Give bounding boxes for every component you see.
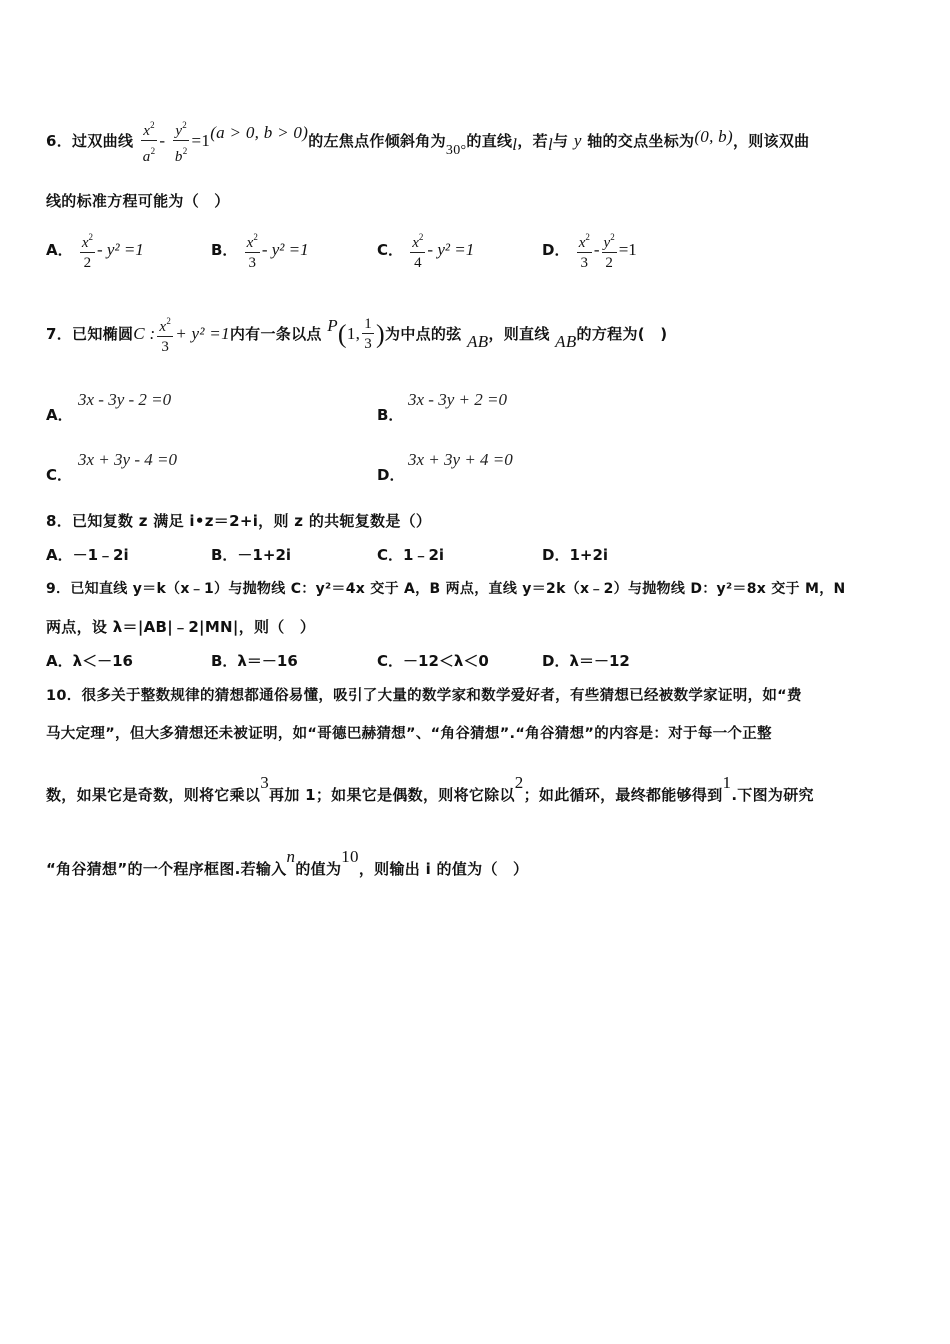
q6-condition: (a > 0, b > 0) (210, 123, 309, 142)
q10-text-4a: “角谷猜想”的一个程序框图.若输入 (46, 860, 287, 878)
q10-num-2: 2 (514, 773, 524, 792)
q6-line-l: l (512, 135, 518, 154)
q7-ellipse-rest: + y² =1 (175, 324, 230, 343)
q6-option-c-rest: - y² =1 (427, 240, 475, 259)
q10-text-3d: .下图为研究 (731, 786, 814, 804)
q6-text-4: ，若 (517, 132, 548, 150)
q6-text-6: 轴的交点坐标为 (587, 132, 695, 150)
q9-option-a[interactable]: A．λ＜－16 (46, 652, 133, 670)
q6-option-a[interactable]: A． $\frac{x^2}{2}$ - y² =1 (46, 228, 144, 273)
q10-text-3a: 数，如果它是奇数，则将它乘以 (46, 786, 261, 804)
q6-option-d[interactable]: D． $\frac{x^2}{3}$ - $\frac{y^2}{2}$ =1 (542, 228, 637, 273)
q10-text-4b: 的值为 (295, 860, 342, 878)
q6-stem-line1: 6．过双曲线 $\frac{x^2}{a^2}$ - $\frac{y^2}{b^2}$ =1(a > 0, b > 0)的左焦点作倾斜角为30°的直线l，若l与 y 轴的交点坐标为(0, b)，则该双曲 (46, 116, 809, 167)
q7-text-4: ，则直线 (488, 325, 550, 343)
q7-chord-ab-2: AB (555, 332, 577, 351)
q10-num-3: 3 (260, 773, 270, 792)
q6-option-d-rest: =1 (618, 240, 637, 259)
q7-option-a-eq: 3x - 3y - 2 =0 (78, 390, 172, 409)
q6-option-d-label: D． (542, 241, 570, 259)
q8-option-c[interactable]: C．1﹣2i (377, 546, 445, 564)
q8-option-d[interactable]: D．1+2i (542, 546, 609, 564)
q6-option-b-rest: - y² =1 (261, 240, 309, 259)
q7-option-b-label[interactable]: B． (377, 406, 404, 424)
q10-stem-line4 (46, 847, 529, 879)
q6-option-a-rest: - y² =1 (97, 240, 144, 259)
q7-point-x: 1, (346, 324, 361, 343)
q7-option-d-label[interactable]: D． (377, 466, 405, 484)
q10-var-n: n (286, 847, 296, 866)
q7-ellipse-c: C : (133, 324, 156, 343)
q6-option-c-label: C． (377, 241, 404, 259)
q6-stem-line2: 线的标准方程可能为（ ） (46, 192, 230, 210)
q6-option-b-den: 3 (248, 255, 256, 271)
q10-stem-line3 (46, 773, 814, 805)
q6-text-7: ，则该双曲 (732, 132, 810, 150)
q7-number: 7． (46, 325, 73, 343)
q6-option-a-label: A． (46, 241, 73, 259)
q6-option-a-den: 2 (83, 255, 92, 271)
q10-num-1: 1 (722, 773, 732, 792)
q10-text-3b: 再加 1；如果它是偶数，则将它除以 (269, 786, 515, 804)
q6-y-axis: y (573, 131, 582, 150)
q6-option-b-label: B． (211, 241, 238, 259)
q10-text-3c: ；如此循环，最终都能够得到 (523, 786, 723, 804)
q8-option-b[interactable]: B．－1+2i (211, 546, 292, 564)
q7-option-a-label[interactable]: A． (46, 406, 73, 424)
q10-stem-line2: 马大定理”，但大多猜想还未被证明，如“哥德巴赫猜想”、“角谷猜想”.“角谷猜想”的内容是：对于每一个正整 (46, 726, 772, 742)
q6-point: (0, b) (694, 127, 733, 146)
q6-angle: 30° (445, 143, 467, 158)
q7-option-d-eq: 3x + 3y + 4 =0 (408, 450, 513, 469)
q10-num-10: 10 (341, 847, 359, 866)
q7-option-b-eq: 3x - 3y + 2 =0 (408, 390, 507, 409)
q7-text-2: 内有一条以点 (229, 325, 322, 343)
q6-text-5: 与 (552, 132, 569, 150)
q7-option-c-label[interactable]: C． (46, 466, 73, 484)
q6-option-d-den2: 2 (605, 255, 613, 271)
q6-option-c-den: 4 (414, 255, 422, 271)
q6-text-3: 的直线 (466, 132, 513, 150)
q6-option-b[interactable]: B． $\frac{x^2}{3}$ - y² =1 (211, 228, 309, 273)
q9-option-c[interactable]: C．－12＜λ＜0 (377, 652, 489, 670)
q9-option-b[interactable]: B．λ＝－16 (211, 652, 298, 670)
q6-text-2: 的左焦点作倾斜角为 (308, 132, 446, 150)
q9-option-d[interactable]: D．λ＝－12 (542, 652, 630, 670)
q8-stem: 8．已知复数 z 满足 i•z＝2+i，则 z 的共轭复数是（） (46, 512, 432, 530)
q6-frac-x2-a2: $\frac{x^2}{a^2}$ (141, 116, 158, 167)
q9-stem-line1: 9．已知直线 y＝k（x﹣1）与抛物线 C：y²＝4x 交于 A，B 两点，直线 y＝2k（x﹣2）与抛物线 D：y²＝8x 交于 M，N (46, 581, 846, 597)
q10-text-4c: ，则输出 i 的值为（ ） (358, 860, 529, 878)
q6-eq-rhs: =1 (191, 131, 211, 150)
q6-option-c[interactable]: C． $\frac{x^2}{4}$ - y² =1 (377, 228, 474, 273)
q6-option-d-den1: 3 (580, 255, 589, 271)
q6-number: 6． (46, 132, 73, 150)
q7-text-1: 已知椭圆 (72, 325, 134, 343)
q7-option-c-eq: 3x + 3y - 4 =0 (78, 450, 177, 469)
q9-stem-line2: 两点，设 λ＝|AB|﹣2|MN|，则（ ） (46, 618, 316, 636)
q8-option-a[interactable]: A．－1﹣2i (46, 546, 129, 564)
q6-text-1: 过双曲线 (72, 132, 134, 150)
q7-stem: 7．已知椭圆C : $\frac{x^2}{3}$ + y² =1内有一条以点 P(1, $\frac{1}{3}$ )为中点的弦 AB，则直线 AB的方程为( ) (46, 312, 667, 357)
q7-text-3: 为中点的弦 (385, 325, 462, 343)
q10-stem-line1: 10．很多关于整数规律的猜想都通俗易懂，吸引了大量的数学家和数学爱好者，有些猜想已经被数学家证明，如“费 (46, 688, 802, 704)
q7-chord-ab: AB (467, 332, 489, 351)
q7-point-p: P (327, 316, 338, 335)
q7-text-5: 的方程为( ) (576, 325, 668, 343)
q6-line-l-2: l (547, 135, 553, 154)
q6-frac-y2-b2: $\frac{y^2}{b^2}$ (173, 116, 190, 167)
